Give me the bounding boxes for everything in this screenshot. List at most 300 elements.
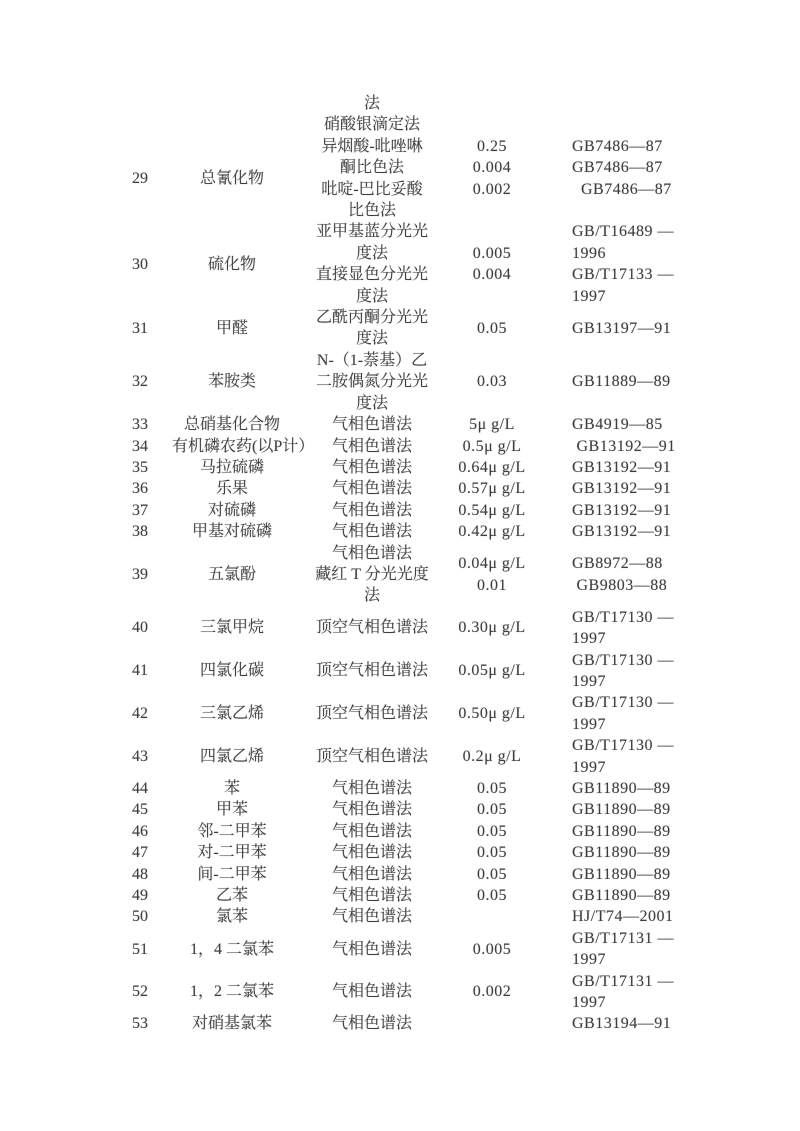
cell-line: GB13192—91 [572,480,672,498]
method-cell [292,703,452,724]
row-number-cell [108,436,172,457]
cell-line: 气相色谱法 [331,480,412,498]
cell-line: 硫化物 [207,255,256,273]
cell-line: 37 [132,501,148,519]
cell-line: 比色法 [347,202,396,220]
cell-line: 45 [132,801,148,819]
table-row [108,971,692,1014]
cell-line: 1997 [572,715,606,733]
table-row [108,93,692,136]
value-cell [452,371,532,392]
cell-line: 34 [132,437,148,455]
method-cell [292,885,452,906]
cell-line: N-（1-萘基）乙 [316,351,428,369]
cell-line: 0.42μ g/L [458,523,526,541]
row-number-cell [108,660,172,681]
row-number-cell [108,981,172,1002]
cell-line: GB/T17133 — [572,266,674,284]
cell-line: GB9803—88 [572,576,668,594]
row-number-cell [108,746,172,767]
cell-line: GB11890—89 [572,780,671,797]
standard-cell [532,553,692,596]
cell-line: 0.004 [472,159,512,177]
cell-line: 法 [363,587,380,605]
substance-cell [172,885,292,906]
cell-line: 44 [132,780,148,797]
cell-line: 甲基对硫磷 [191,523,272,541]
substance-cell [172,564,292,585]
cell-line: 0.005 [472,244,512,262]
row-number-cell [108,799,172,820]
cell-line: 气相色谱法 [331,801,412,819]
cell-line: 46 [132,822,148,840]
table-row [108,928,692,971]
table-row [108,906,692,927]
substance-cell [172,939,292,960]
cell-line [452,221,532,242]
cell-line: GB13192—91 [572,523,672,541]
method-cell [292,543,452,607]
method-cell [292,799,452,820]
cell-line: 1997 [572,951,606,969]
cell-line: 总氰化物 [199,169,264,187]
value-cell [452,906,532,927]
cell-line: 乙苯 [215,887,248,905]
standard-cell [532,928,692,971]
table-row [108,799,692,820]
row-number-cell [108,864,172,885]
standard-cell [532,885,692,906]
cell-line: 50 [132,908,148,926]
value-cell [452,521,532,542]
cell-line: 43 [132,747,148,765]
cell-line: 48 [132,865,148,883]
substance-cell [172,660,292,681]
value-cell [452,136,532,222]
cell-line: 乐果 [215,480,248,498]
cell-line: GB11890—89 [572,865,671,883]
cell-line: 气相色谱法 [331,416,412,434]
cell-line: GB/T17130 — [572,694,674,712]
cell-line: GB13192—91 [572,437,676,455]
standard-cell [532,318,692,339]
cell-line: 0.01 [477,576,507,594]
method-cell [292,821,452,842]
standard-cell [532,650,692,693]
cell-line: GB11890—89 [572,822,671,840]
substance-cell [172,457,292,478]
method-cell [292,981,452,1002]
cell-line: 气相色谱法 [331,865,412,883]
cell-line: 酮比色法 [339,159,404,177]
cell-line: 五氯酚 [207,565,256,583]
cell-line: 36 [132,480,148,498]
substance-cell [172,821,292,842]
cell-line: 1，2 二氯苯 [189,983,274,1001]
table-row [108,500,692,521]
cell-line: GB7486—87 [572,159,663,177]
cell-line: GB/T17131 — [572,972,674,990]
table-row [108,1013,692,1034]
substance-cell [172,746,292,767]
cell-line: GB11890—89 [572,844,671,862]
cell-line: 四氯化碳 [199,662,264,680]
table-row [108,221,692,307]
cell-line [572,200,692,221]
standard-cell [532,221,692,307]
row-number-cell [108,778,172,799]
cell-line: 51 [132,940,148,958]
table-row [108,885,692,906]
cell-line: 0.25 [477,137,507,155]
cell-line: 藏红 T 分光光度 [315,565,429,583]
row-number-cell [108,703,172,724]
value-cell [452,436,532,457]
cell-line: 对硝基氯苯 [191,1015,272,1033]
cell-line: GB11889—89 [572,373,671,391]
cell-line: 1996 [572,244,606,262]
standard-cell [532,414,692,435]
cell-line: 0.002 [472,180,512,198]
cell-line: 0.54μ g/L [458,501,526,519]
cell-line: 气相色谱法 [331,844,412,862]
cell-line: HJ/T74—2001 [572,908,674,926]
table-row [108,350,692,414]
cell-line: 气相色谱法 [331,983,412,1001]
cell-line: GB/T17131 — [572,929,674,947]
cell-line: 42 [132,705,148,723]
substance-cell [172,521,292,542]
standard-cell [532,842,692,863]
standard-cell [532,864,692,885]
cell-line: GB8972—88 [572,555,663,573]
cell-line: 气相色谱法 [331,1015,412,1033]
cell-line: 47 [132,844,148,862]
cell-line: 气相色谱法 [331,437,412,455]
cell-line: 三氯甲烷 [199,619,264,637]
value-cell [452,799,532,820]
value-cell [452,221,532,307]
cell-line: 乙酰丙酮分光光 [315,309,428,327]
substance-cell [172,617,292,638]
cell-line: 度法 [355,244,388,262]
cell-line: 氯苯 [215,908,248,926]
row-number-cell [108,521,172,542]
substance-cell [172,1013,292,1034]
cell-line: 40 [132,619,148,637]
method-cell [292,436,452,457]
cell-line: 法 [363,95,380,112]
standard-cell [532,136,692,222]
cell-line: GB13197—91 [572,319,672,337]
cell-line: 1997 [572,758,606,776]
cell-line: 二胺偶氮分光光 [315,373,428,391]
method-cell [292,660,452,681]
cell-line: 气相色谱法 [331,544,412,562]
value-cell [452,318,532,339]
value-cell [452,939,532,960]
cell-line: 对-二甲苯 [197,844,267,862]
standard-cell [532,778,692,799]
cell-line: GB/T16489 — [572,223,674,241]
cell-line: 0.2μ g/L [462,747,522,765]
cell-line: 苯 [223,780,240,797]
method-cell [292,746,452,767]
methods-table [108,93,692,1035]
cell-line: 0.57μ g/L [458,480,526,498]
cell-line: 顶空气相色谱法 [315,747,428,765]
cell-line: 三氯乙烯 [199,705,264,723]
cell-line: GB13192—91 [572,501,672,519]
cell-line: 度法 [355,394,388,412]
cell-line: 5μ g/L [469,416,515,434]
cell-line: GB13194—91 [572,1015,672,1033]
cell-line: 苯胺类 [207,373,256,391]
method-cell [292,842,452,863]
substance-cell [172,104,292,125]
cell-line: 0.05 [477,887,507,905]
cell-line: GB7486—87 [572,137,663,155]
cell-line [452,200,532,221]
table-row [108,735,692,778]
substance-cell [172,778,292,799]
cell-line: GB/T17130 — [572,651,674,669]
substance-cell [172,703,292,724]
cell-line: 四氯乙烯 [199,747,264,765]
cell-line: 气相色谱法 [331,523,412,541]
cell-line: 1997 [572,672,606,690]
row-number-cell [108,371,172,392]
cell-line [452,906,532,927]
cell-line: 亚甲基蓝分光光 [315,223,428,241]
method-cell [292,906,452,927]
cell-line: 0.04μ g/L [458,555,526,573]
substance-cell [172,414,292,435]
row-number-cell [108,254,172,275]
value-cell [452,617,532,638]
standard-cell [532,1013,692,1034]
substance-cell [172,981,292,1002]
method-cell [292,414,452,435]
value-cell [452,660,532,681]
cell-line: 53 [132,1015,148,1033]
value-cell [452,553,532,596]
cell-line [452,286,532,307]
standard-cell [532,799,692,820]
method-cell [292,478,452,499]
row-number-cell [108,906,172,927]
row-number-cell [108,1013,172,1034]
table-row [108,543,692,607]
value-cell [452,885,532,906]
cell-line: 0.64μ g/L [458,458,526,476]
cell-line: GB7486—87 [572,180,672,198]
table-row [108,650,692,693]
cell-line: 1，4 二氯苯 [189,940,274,958]
method-cell [292,457,452,478]
cell-line: 0.50μ g/L [458,705,526,723]
cell-line: 甲醛 [215,319,248,337]
cell-line: 0.05 [477,844,507,862]
substance-cell [172,436,315,457]
substance-cell [172,842,292,863]
value-cell [452,500,532,521]
cell-line: 顶空气相色谱法 [315,619,428,637]
row-number-cell [108,564,172,585]
standard-cell [532,607,692,650]
method-cell [292,500,452,521]
method-cell [292,221,452,307]
cell-line: 顶空气相色谱法 [315,662,428,680]
cell-line: GB/T17130 — [572,737,674,755]
row-number-cell [108,318,172,339]
method-cell [292,939,452,960]
row-number-cell [108,168,172,189]
substance-cell [172,864,292,885]
cell-line: GB11890—89 [572,801,671,819]
cell-line: 马拉硫磷 [199,458,264,476]
value-cell [452,703,532,724]
cell-line: 间-二甲苯 [197,865,267,883]
standard-cell [532,478,692,499]
method-cell [292,350,452,414]
cell-line: 1997 [572,994,606,1012]
cell-line: 对硫磷 [207,501,256,519]
cell-line: 异烟酸-吡唑啉 [321,137,423,155]
cell-line: 30 [132,255,148,273]
cell-line: 52 [132,983,148,1001]
cell-line: 41 [132,662,148,680]
cell-line: 0.005 [472,940,512,958]
cell-line [452,1013,532,1034]
method-cell [292,93,452,136]
cell-line: 38 [132,523,148,541]
cell-line: 硝酸银滴定法 [323,116,420,134]
value-cell [452,821,532,842]
table-row [108,414,692,435]
cell-line: 35 [132,458,148,476]
row-number-cell [108,939,172,960]
cell-line: 吡啶-巴比妥酸 [321,180,423,198]
substance-cell [172,318,292,339]
standard-cell [532,821,692,842]
table-row [108,864,692,885]
cell-line: 0.05 [477,865,507,883]
substance-cell [172,168,292,189]
row-number-cell [108,617,172,638]
cell-line: 0.002 [472,983,512,1001]
substance-cell [172,799,292,820]
table-row [108,457,692,478]
cell-line: 甲苯 [215,801,248,819]
table-row [108,478,692,499]
table-row [108,521,692,542]
cell-line: 33 [132,416,148,434]
cell-line: GB4919—85 [572,416,663,434]
substance-cell [172,371,292,392]
cell-line: 32 [132,373,148,391]
cell-line: 邻-二甲苯 [197,822,267,840]
standard-cell [532,457,692,478]
substance-cell [172,478,292,499]
standard-cell [532,371,692,392]
cell-line: 0.05μ g/L [458,662,526,680]
substance-cell [172,254,292,275]
method-cell [292,864,452,885]
value-cell [452,746,532,767]
substance-cell [172,906,292,927]
table-row [108,692,692,735]
cell-line [172,104,292,125]
document-page [108,93,692,1035]
cell-line: 度法 [355,330,388,348]
standard-cell [532,971,692,1014]
cell-line: GB13192—91 [572,458,672,476]
cell-line: 0.05 [477,319,507,337]
method-cell [292,617,452,638]
table-row [108,607,692,650]
method-cell [292,1013,452,1034]
table-row [108,307,692,350]
row-number-cell [108,842,172,863]
cell-line: 0.30μ g/L [458,619,526,637]
cell-line: 39 [132,565,148,583]
row-number-cell [108,885,172,906]
row-number-cell [108,414,172,435]
cell-line: 0.05 [477,801,507,819]
value-cell [452,778,532,799]
cell-line: 49 [132,887,148,905]
table-row [108,436,692,457]
value-cell [452,478,532,499]
cell-line: GB/T17130 — [572,608,674,626]
table-row [108,778,692,799]
cell-line: 气相色谱法 [331,908,412,926]
cell-line: 1997 [572,287,606,305]
cell-line: 0.004 [472,266,512,284]
standard-cell [532,692,692,735]
standard-cell [532,500,692,521]
cell-line: 0.03 [477,373,507,391]
cell-line: 总硝基化合物 [183,416,280,434]
standard-cell [532,906,692,927]
value-cell [452,864,532,885]
cell-line: 0.5μ g/L [462,437,522,455]
row-number-cell [108,821,172,842]
cell-line [108,104,172,125]
row-number-cell [108,478,172,499]
cell-line: 0.05 [477,822,507,840]
row-number-cell [108,104,172,125]
row-number-cell [108,500,172,521]
value-cell [452,981,532,1002]
cell-line: 顶空气相色谱法 [315,705,428,723]
method-cell [292,778,452,799]
cell-line: 气相色谱法 [331,887,412,905]
method-cell [292,136,452,222]
cell-line: 气相色谱法 [331,822,412,840]
cell-line: 直接显色分光光 [315,266,428,284]
cell-line: 1997 [572,630,606,648]
standard-cell [532,436,692,457]
value-cell [452,414,532,435]
standard-cell [532,735,692,778]
row-number-cell [108,457,172,478]
method-cell [292,307,452,350]
table-row [108,821,692,842]
cell-line: 气相色谱法 [331,780,412,797]
cell-line: 气相色谱法 [331,458,412,476]
